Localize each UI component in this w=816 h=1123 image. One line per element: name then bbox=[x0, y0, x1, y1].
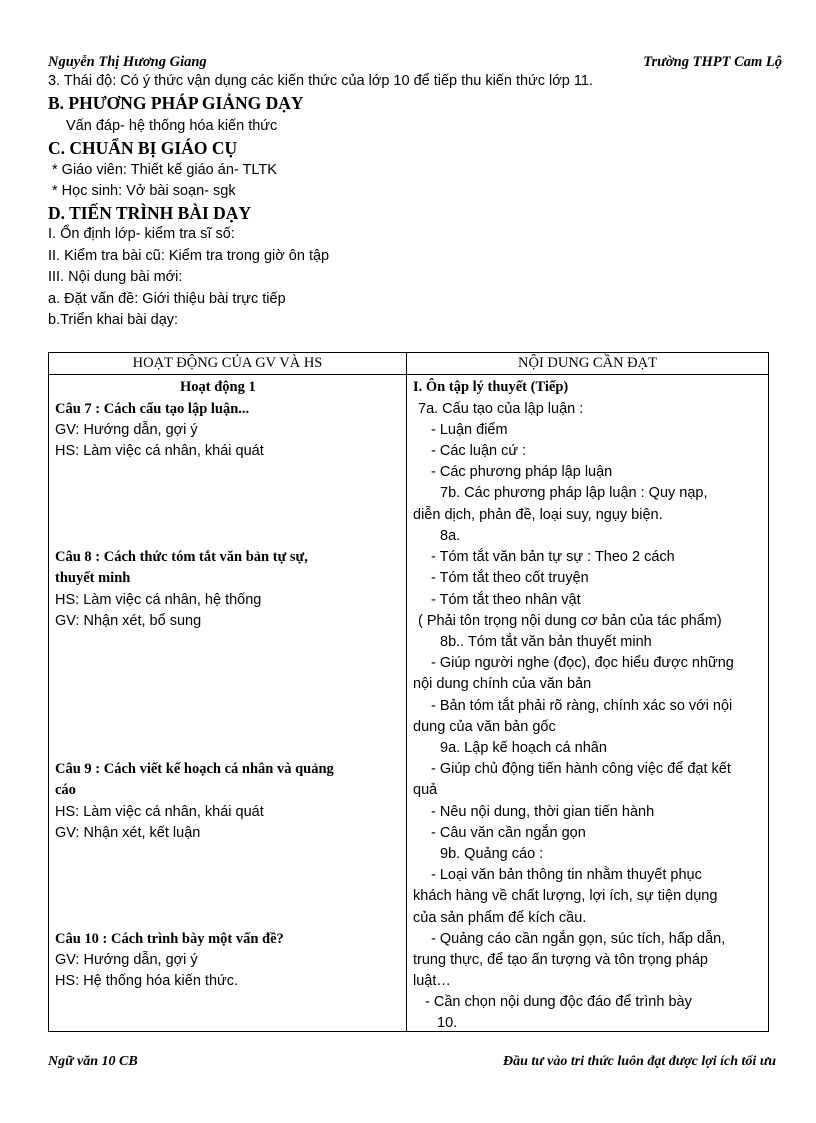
step-3-line: III. Nội dung bài mới: bbox=[48, 269, 183, 285]
list-item: - Câu văn cần ngắn gọn bbox=[431, 825, 586, 841]
question-9-title: Câu 9 : Cách viết kế hoạch cá nhân và quảng bbox=[55, 761, 334, 777]
step-1-line: I. Ổn định lớp- kiểm tra sĩ số: bbox=[48, 226, 235, 242]
list-item: 8b.. Tóm tắt văn bản thuyết minh bbox=[440, 634, 652, 650]
list-item: 8a. bbox=[440, 528, 461, 544]
list-item: dung của văn bản gốc bbox=[413, 719, 556, 735]
list-item: 10. bbox=[437, 1015, 458, 1031]
content-cell bbox=[407, 375, 769, 1032]
list-item: - Cần chọn nội dung độc đáo để trình bày bbox=[425, 994, 692, 1010]
school-name: Trường THPT Cam Lộ bbox=[643, 54, 782, 70]
list-item: GV: Nhận xét, kết luận bbox=[55, 825, 201, 841]
activity-title: Hoạt động 1 bbox=[180, 379, 256, 395]
lesson-table bbox=[48, 352, 769, 1032]
activities-cell bbox=[49, 375, 407, 1032]
list-item: 9b. Quảng cáo : bbox=[440, 846, 544, 862]
attitude-line: 3. Thái độ: Có ý thức vận dụng các kiến thức của lớp 10 để tiếp thu kiến thức lớp 11. bbox=[48, 73, 593, 89]
page-header bbox=[48, 54, 782, 72]
list-item: khách hàng về chất lượng, lợi ích, sự tiện dụng bbox=[413, 888, 718, 904]
list-item: 7b. Các phương pháp lập luận : Quy nạp, bbox=[440, 485, 708, 501]
list-item: - Tóm tắt theo nhân vật bbox=[431, 592, 581, 608]
list-item: trung thực, để tạo ấn tượng và tôn trọng pháp bbox=[413, 952, 708, 968]
column-header-content: NỘI DUNG CẦN ĐẠT bbox=[407, 353, 769, 375]
question-8-title-cont: thuyết minh bbox=[55, 570, 131, 586]
list-item: - Loại văn bản thông tin nhằm thuyết phục bbox=[431, 867, 702, 883]
column-header-activities: HOẠT ĐỘNG CỦA GV VÀ HS bbox=[49, 353, 407, 375]
list-item: - Các phương pháp lập luận bbox=[431, 464, 613, 480]
list-item: 7a. Cấu tạo của lập luận : bbox=[418, 401, 584, 417]
list-item: GV: Hướng dẫn, gợi ý bbox=[55, 422, 198, 438]
table-row bbox=[49, 375, 769, 1032]
list-item: nội dung chính của văn bản bbox=[413, 676, 592, 692]
list-item: - Tóm tắt văn bản tự sự : Theo 2 cách bbox=[431, 549, 675, 565]
teacher-line: * Giáo viên: Thiết kế giáo án- TLTK bbox=[52, 162, 277, 178]
section-b-heading: B. PHƯƠNG PHÁP GIẢNG DẠY bbox=[48, 93, 304, 113]
question-8-title: Câu 8 : Cách thức tóm tắt văn bản tự sự, bbox=[55, 549, 308, 565]
list-item: - Giúp người nghe (đọc), đọc hiểu được những bbox=[431, 655, 734, 671]
list-item: luật… bbox=[413, 973, 451, 989]
list-item: - Tóm tắt theo cốt truyện bbox=[431, 570, 589, 586]
list-item: HS: Làm việc cá nhân, khái quát bbox=[55, 804, 264, 820]
footer-motto: Đầu tư vào tri thức luôn đạt được lợi ích tối ưu bbox=[503, 1054, 776, 1069]
list-item: diễn dịch, phản đề, loại suy, ngụy biện. bbox=[413, 507, 663, 523]
question-10-title: Câu 10 : Cách trình bày một vấn đề? bbox=[55, 931, 284, 947]
method-line: Vấn đáp- hệ thống hóa kiến thức bbox=[66, 118, 278, 134]
footer-subject: Ngữ văn 10 CB bbox=[48, 1054, 138, 1069]
list-item: quả bbox=[413, 782, 438, 798]
list-item: của sản phẩm để kích cầu. bbox=[413, 910, 587, 926]
step-a-line: a. Đặt vấn đề: Giới thiệu bài trực tiếp bbox=[48, 291, 286, 307]
list-item: - Quảng cáo cần ngắn gọn, súc tích, hấp dẫn, bbox=[431, 931, 726, 947]
step-2-line: II. Kiểm tra bài cũ: Kiểm tra trong giờ ôn tập bbox=[48, 248, 330, 264]
list-item: 9a. Lập kế hoạch cá nhân bbox=[440, 740, 607, 756]
list-item: HS: Làm việc cá nhân, hệ thống bbox=[55, 592, 262, 608]
list-item: - Luận điểm bbox=[431, 422, 508, 438]
section-c-heading: C. CHUẨN BỊ GIÁO CỤ bbox=[48, 138, 238, 158]
student-line: * Học sinh: Vở bài soạn- sgk bbox=[52, 183, 236, 199]
list-item: - Bản tóm tắt phải rõ ràng, chính xác so với nội bbox=[431, 698, 733, 714]
author-name: Nguyễn Thị Hương Giang bbox=[48, 54, 207, 70]
section-d-heading: D. TIẾN TRÌNH BÀI DẠY bbox=[48, 203, 252, 223]
list-item: - Nêu nội dung, thời gian tiến hành bbox=[431, 804, 655, 820]
table-header-row bbox=[49, 353, 769, 375]
list-item: - Giúp chủ động tiến hành công việc để đạt kết bbox=[431, 761, 731, 777]
step-b-line: b.Triển khai bài dạy: bbox=[48, 312, 179, 328]
question-9-title-cont: cáo bbox=[55, 782, 76, 798]
page-footer bbox=[48, 1054, 776, 1072]
list-item: GV: Hướng dẫn, gợi ý bbox=[55, 952, 198, 968]
list-item: GV: Nhận xét, bổ sung bbox=[55, 613, 202, 629]
list-item: ( Phải tôn trọng nội dung cơ bản của tác phẩm) bbox=[418, 613, 722, 629]
list-item: HS: Hệ thống hóa kiến thức. bbox=[55, 973, 239, 989]
list-item: HS: Làm việc cá nhân, khái quát bbox=[55, 443, 264, 459]
question-7-title: Câu 7 : Cách cấu tạo lập luận... bbox=[55, 401, 250, 417]
theory-review-title: I. Ôn tập lý thuyết (Tiếp) bbox=[413, 379, 569, 395]
list-item: - Các luận cứ : bbox=[431, 443, 527, 459]
